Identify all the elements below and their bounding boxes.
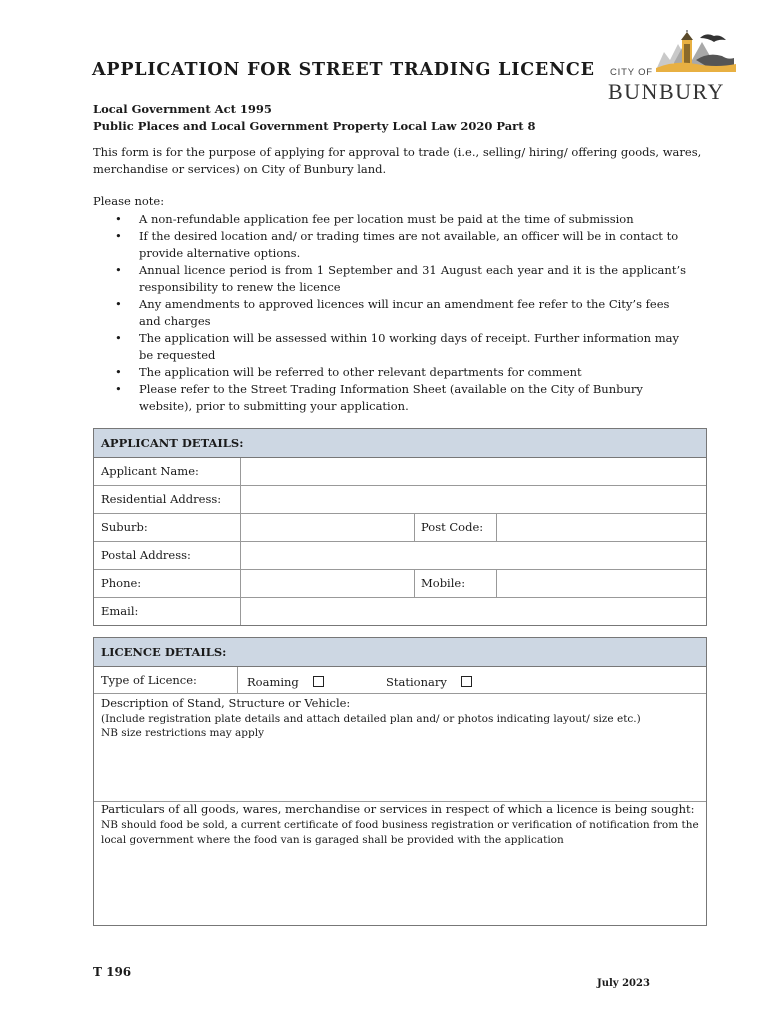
page-title: APPLICATION FOR STREET TRADING LICENCE	[92, 60, 595, 80]
email-row	[94, 598, 706, 625]
residential-address-label: Residential Address:	[101, 492, 222, 506]
phone-field[interactable]	[241, 570, 414, 597]
postal-address-label: Postal Address:	[101, 548, 191, 562]
note-item: • The application will be referred to other relevant departments for comment	[114, 364, 686, 381]
roaming-option	[247, 675, 324, 689]
stand-description-note: (Include registration plate details and attach detailed plan and/ or photos indicating layout/ size etc.)	[101, 713, 641, 725]
goods-particulars-row[interactable]	[94, 802, 706, 925]
email-field[interactable]	[241, 598, 706, 625]
note-item: • The application will be assessed within 10 working days of receipt. Further information may be requested	[114, 330, 686, 364]
licence-type-label: Type of Licence:	[101, 673, 197, 687]
goods-food-note: NB should food be sold, a current certificate of food business registration or verification of notification from the local government where the food van is garaged shall be provided with the application	[101, 819, 699, 846]
note-item: • Annual licence period is from 1 September and 31 August each year and it is the applicant’s responsibility to renew the licence	[114, 262, 686, 296]
residential-address-row	[94, 486, 706, 514]
stand-description-row[interactable]	[94, 694, 706, 802]
postcode-field[interactable]	[497, 514, 706, 541]
note-item: • A non-refundable application fee per location must be paid at the time of submission	[114, 211, 686, 228]
stationary-label: Stationary	[386, 675, 447, 689]
mobile-field[interactable]	[497, 570, 706, 597]
form-code: T 196	[93, 965, 132, 979]
note-item: • Please refer to the Street Trading Information Sheet (available on the City of Bunbury website), prior to submitting your application.	[114, 381, 686, 415]
postcode-label: Post Code:	[421, 520, 484, 534]
stationary-checkbox[interactable]	[461, 676, 472, 687]
applicant-name-row	[94, 458, 706, 486]
applicant-details-section	[93, 428, 707, 626]
note-item: • Any amendments to approved licences will incur an amendment fee refer to the City’s fees and charges	[114, 296, 686, 330]
suburb-row	[94, 514, 706, 542]
licence-type-row	[94, 667, 706, 694]
goods-particulars-label: Particulars of all goods, wares, merchandise or services in respect of which a licence is being sought:	[101, 802, 695, 816]
residential-address-field[interactable]	[241, 486, 706, 513]
licence-details-section	[93, 637, 707, 926]
email-label: Email:	[101, 604, 139, 618]
suburb-label: Suburb:	[101, 520, 148, 534]
applicant-name-field[interactable]	[241, 458, 706, 485]
postal-address-field[interactable]	[241, 542, 706, 569]
legislation-references	[93, 101, 536, 135]
stand-size-note: NB size restrictions may apply	[101, 727, 265, 739]
phone-row	[94, 570, 706, 598]
licence-details-heading: LICENCE DETAILS:	[94, 638, 706, 667]
form-date: July 2023	[597, 978, 650, 989]
applicant-details-heading: APPLICANT DETAILS:	[94, 429, 706, 458]
mobile-label: Mobile:	[421, 576, 466, 590]
roaming-checkbox[interactable]	[313, 676, 324, 687]
notes-list	[114, 211, 686, 415]
applicant-name-label: Applicant Name:	[101, 464, 199, 478]
lighthouse-logo-icon	[656, 30, 736, 72]
logo-city-of: CITY OF	[610, 67, 653, 78]
stationary-option	[386, 675, 472, 689]
postal-address-row	[94, 542, 706, 570]
intro-paragraph: This form is for the purpose of applying for approval to trade (i.e., selling/ hiring/ offering goods, wares, merchandise or services) on City of Bunbury land.	[93, 145, 702, 176]
note-item: • If the desired location and/ or trading times are not available, an officer will be in contact to provide alternative options.	[114, 228, 686, 262]
act-line: Public Places and Local Government Property Local Law 2020 Part 8	[93, 119, 536, 133]
stand-description-label: Description of Stand, Structure or Vehicle:	[101, 696, 351, 710]
city-of-bunbury-logo	[606, 30, 736, 105]
act-line: Local Government Act 1995	[93, 102, 272, 116]
roaming-label: Roaming	[247, 675, 299, 689]
notes-heading: Please note:	[93, 194, 165, 208]
logo-bunbury: BUNBURY	[608, 79, 725, 104]
suburb-field[interactable]	[241, 514, 414, 541]
phone-label: Phone:	[101, 576, 142, 590]
